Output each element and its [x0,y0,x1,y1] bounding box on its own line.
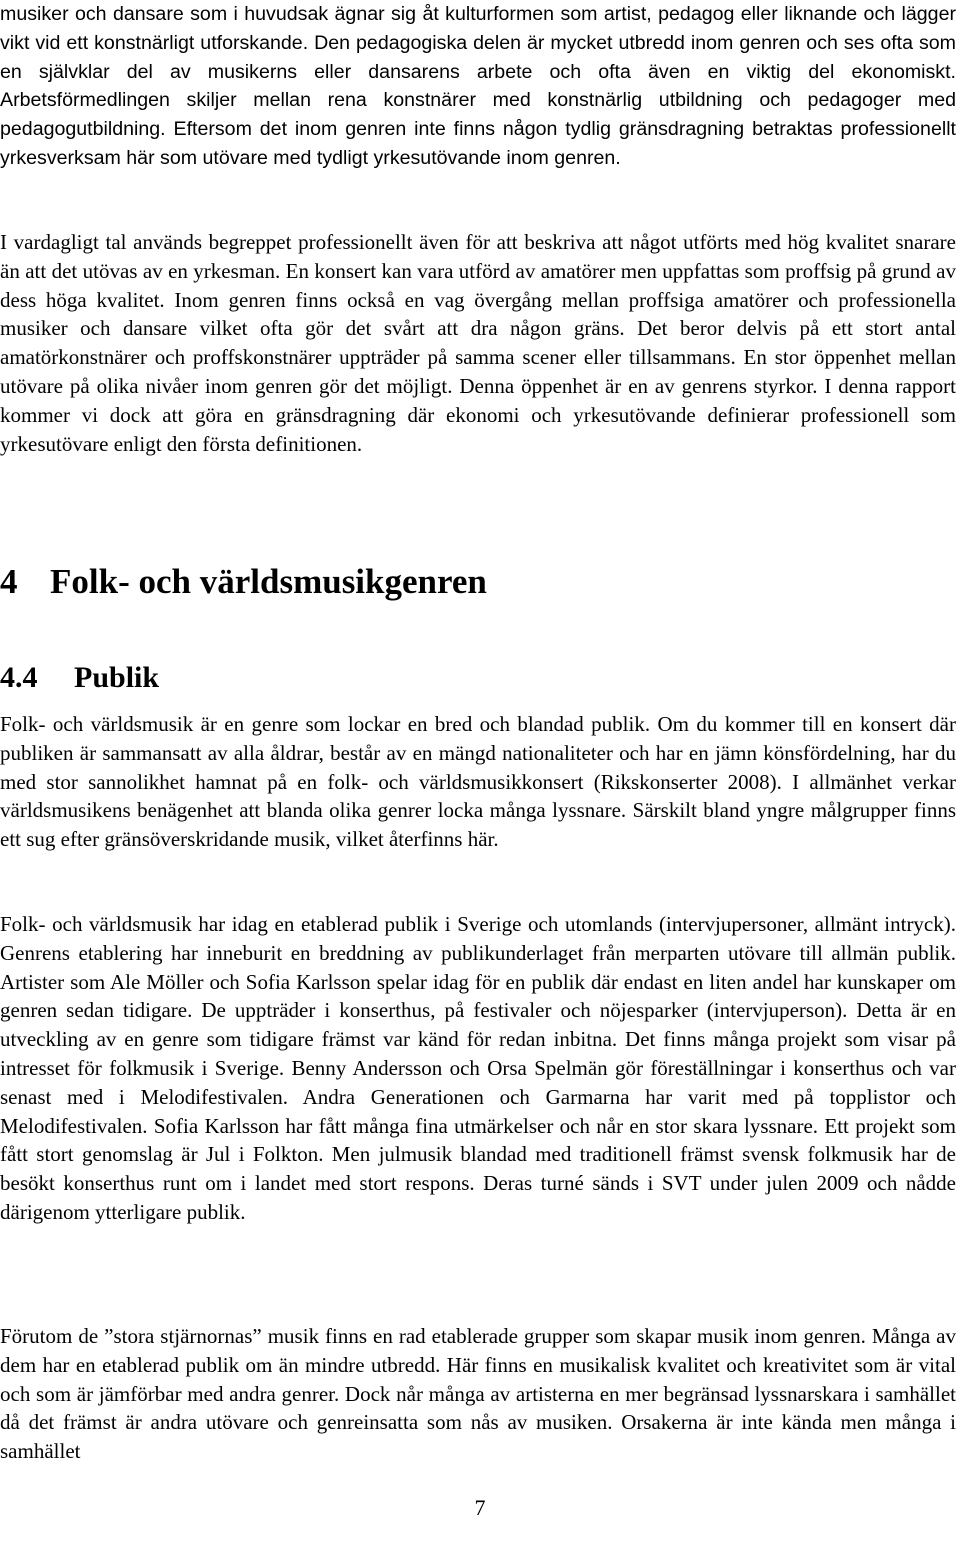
chapter-number: 4 [0,562,18,601]
paragraph-text: musiker och dansare som i huvudsak ägnar sig åt kulturformen som artist, pedagog eller liknande och lägger vikt vid ett konstnärligt utforskande. Den pedagogiska delen är mycket utbredd inom genren och ses ofta som en självklar del av musikerns eller dansarens arbete och ofta även en viktig del ekonomiskt. Arbetsförmedlingen skiljer mellan rena konstnärer med konstnärlig utbildning och pedagoger med pedagogutbildning. Eftersom det inom genren inte finns någon tydlig gränsdragning betraktas professionellt yrkesverksam här som utövare med tydligt yrkesutövande inom genren. [0,3,956,169]
paragraph-text: En konsert kan vara utförd av amatörer men uppfattas som proffsig på grund av dess höga kvalitet. Inom genren finns också en vag övergång mellan proffsiga amatörer och professionella musiker och dansare vilket ofta gör det svårt att dra någon gräns. Det beror delvis på ett stort antal amatörkonstnärer och proffskonstnärer uppträder på samma scener eller tillsammans. En stor öppenhet mellan utövare på olika nivåer inom genren gör det möjligt. Denna öppenhet är en av genrens styrkor. I denna rapport kommer vi dock att göra en gränsdragning där ekonomi och yrkesutövande definierar professionell som yrkesutövare enligt den första definitionen. [0,258,957,456]
paragraph-audience-intro [0,710,956,854]
chapter-title: Folk- och världsmusikgenren [50,562,487,601]
chapter-heading [0,560,487,604]
paragraph-text: Folk- och världsmusik har idag en etablerad publik i Sverige och utomlands (intervjupersoner, allmänt intryck). Genrens etablering har inneburit en breddning av publikunderlaget från merparten utövare till allmän publik. Artister som Ale Möller och Sofia Karlsson spelar idag för en publik där endast en liten andel har kunskaper om genren sedan tidigare. De uppträder i konserthus, på festivaler och nöjesparker (intervjuperson). Detta är en utveckling av en genre som tidigare främst var känd för redan inbitna. Det finns många projekt som visar på intresset för folkmusik i Sverige. Benny Andersson och Orsa Spelmän gör föreställningar i konserthus och var senast med i Melodifestivalen. Andra Generationen och Garmarna har varit med på topplistor och Melodifestivalen. Sofia Karlsson har fått många fina utmärkelser och når en stor skara lyssnare. Ett projekt som fått stort genomslag är Jul i Folkton. Men julmusik blandad med traditionell främst svensk folkmusik har de besökt konserthus runt om i landet med stort respons. Deras turné sänds i SVT under julen 2009 och nådde därigenom ytterligare publik. [0,912,956,1224]
paragraph-professional-definition [0,0,956,173]
paragraph-text: I vardagligt tal används begreppet professionellt även för att beskriva att något utförts med hög kvalitet snarare än att det utövas av en yrkesman. [0,230,956,283]
paragraph-text: Förutom de ”stora stjärnornas” musik finns en rad etablerade grupper som skapar musik inom genren. Många av dem har en etablerad publik om än mindre utbredd. Här finns en musikalisk kvalitet och kreativitet som är vital och som är jämförbar med andra genrer. Dock når många av artisterna en mer begränsad lyssnarskara i samhället då det främst är andra utövare och genreinsatta som nås av musiken. Orsakerna är inte kända men många i samhället [0,1324,956,1464]
paragraph-text: Folk- och världsmusik är en genre som lockar en bred och blandad publik. Om du kommer till en konsert där publiken är sammansatt av alla åldrar, består av en mängd nationaliteter och har en jämn könsfördelning, har du med stor sannolikhet hamnat på en folk- och världsmusikkonsert (Rikskonserter 2008). I allmänhet verkar världsmusikens benägenhet att blanda olika genrer locka många lyssnare. Särskilt bland yngre målgrupper finns ett sug efter gränsöverskridande musik, vilket återfinns här. [0,712,956,852]
page-number: 7 [474,1495,486,1520]
section-title: Publik [74,661,160,694]
section-heading [0,658,159,698]
paragraph-established-audience [0,910,956,1227]
paragraph-other-groups [0,1322,956,1466]
section-number: 4.4 [0,661,38,694]
paragraph-everyday-usage [0,228,956,458]
